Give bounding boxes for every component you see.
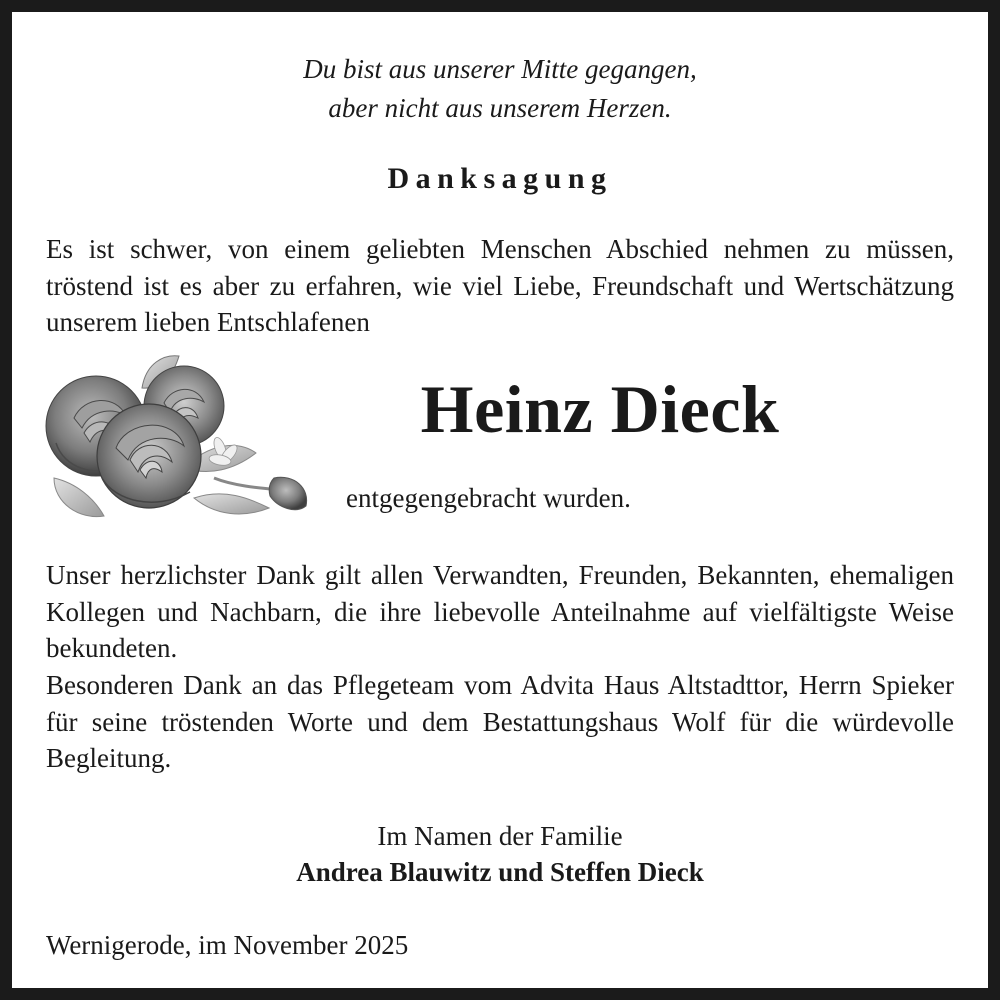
after-name-text: entgegengebracht wurden. (346, 483, 631, 513)
intro-paragraph: Es ist schwer, von einem geliebten Menschen Abschied nehmen zu müssen, tröstend ist es aber zu erfahren, wie viel Liebe, Freundschaft und Wertschätzung unserem lieben Entschlafenen (46, 234, 954, 337)
signature-names: Andrea Blauwitz und Steffen Dieck (296, 857, 704, 887)
page-title: Danksagung (387, 162, 613, 195)
thanks-general-paragraph: Unser herzlichster Dank gilt allen Verwandten, Freunden, Bekannten, ehemaligen Kollegen und Nachbarn, die ihre liebevolle Anteilnahme auf vielfältigste Weise bekundeten. (46, 560, 954, 663)
motto-line-2: aber nicht aus unserem Herzen. (328, 93, 672, 123)
place-date: Wernigerode, im November 2025 (46, 930, 409, 960)
thanks-special-paragraph: Besonderen Dank an das Pflegeteam vom Advita Haus Altstadttor, Herrn Spieker für seine tröstenden Worte und dem Bestattungshaus Wolf für die würdevolle Begleitung. (46, 670, 954, 773)
signature-intro: Im Namen der Familie (377, 821, 623, 851)
motto (12, 50, 988, 128)
deceased-name (212, 364, 988, 454)
deceased-name-text: Heinz Dieck (420, 371, 780, 447)
motto-line-1: Du bist aus unserer Mitte gegangen, (303, 54, 697, 84)
